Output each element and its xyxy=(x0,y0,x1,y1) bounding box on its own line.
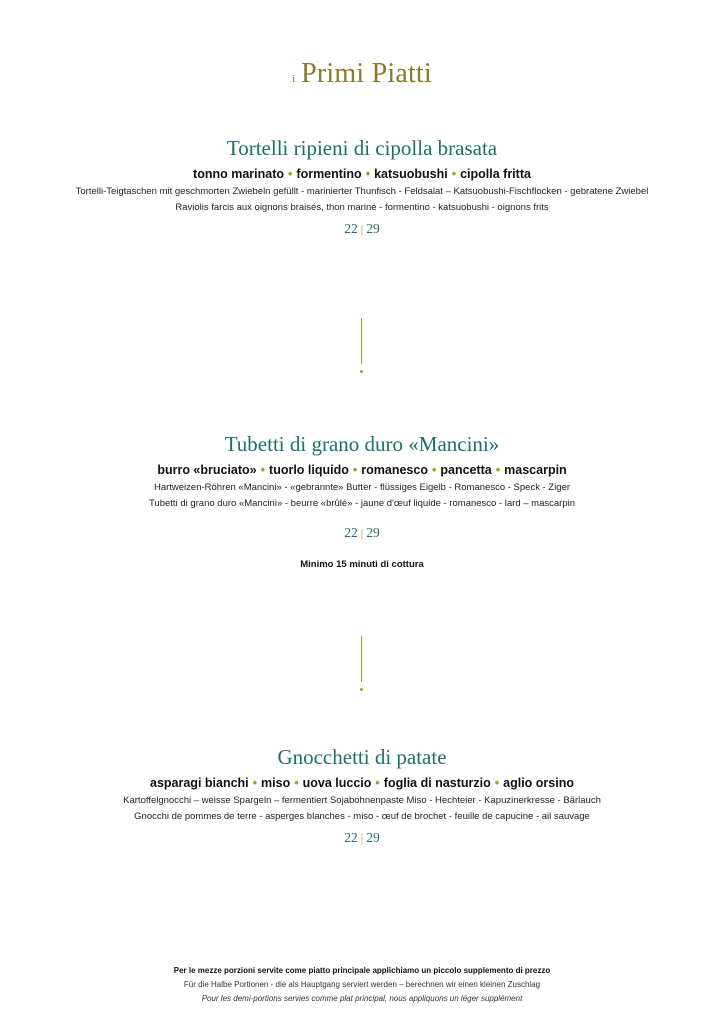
ingredient: aglio orsino xyxy=(503,776,574,790)
ingredient: tonno marinato xyxy=(193,167,285,181)
dish-description-de: Hartweizen-Röhren «Mancini» - «gebrannte» Butter - flüssiges Eigelb - Romanesco - Speck - Ziger xyxy=(153,482,571,493)
dish-price xyxy=(0,221,724,237)
section-divider xyxy=(361,636,363,691)
dish-description-fr: Tubetti di grano duro «Mancini» - beurre «brûlé» - jaune d'œuf liquide - romanesco - lard – mascarpin xyxy=(148,498,575,509)
bullet-dot-icon: • xyxy=(365,167,371,181)
header-mark: i xyxy=(292,73,296,85)
bullet-dot-icon: • xyxy=(352,463,358,477)
dish-description-fr: Raviolis farcis aux oignons braisés, thon mariné - formentino - katsuobushi - oignons frits xyxy=(175,202,549,213)
bullet-dot-icon: • xyxy=(252,776,258,790)
divider-dot-icon xyxy=(360,370,363,373)
dish-2 xyxy=(0,432,724,570)
section-header xyxy=(0,58,724,90)
ingredient: formentino xyxy=(296,167,362,181)
price-half: 22 xyxy=(344,830,358,845)
ingredient: pancetta xyxy=(440,463,492,477)
ingredient: miso xyxy=(261,776,291,790)
price-separator: | xyxy=(360,222,364,236)
bullet-dot-icon: • xyxy=(288,167,293,181)
dish-price xyxy=(0,525,724,541)
bullet-dot-icon: • xyxy=(495,463,501,477)
footer-note-de: Für die Halbe Portionen - die als Hauptgang serviert werden – berechnen wir einen kleinen Zuschlag xyxy=(183,980,541,989)
bullet-dot-icon: • xyxy=(451,167,457,181)
cooking-time-note: Minimo 15 minuti di cottura xyxy=(300,559,424,570)
price-half: 22 xyxy=(344,221,358,236)
ingredient: uova luccio xyxy=(302,776,372,790)
dish-title: Gnocchetti di patate xyxy=(277,745,447,769)
divider-line xyxy=(361,318,362,364)
dish-description-fr: Gnocchi de pommes de terre - asperges blanches - miso - œuf de brochet - feuille de capucine - ail sauvage xyxy=(134,811,590,822)
page-title: Primi Piatti xyxy=(301,58,432,89)
price-separator: | xyxy=(360,526,364,540)
ingredient: foglia di nasturzio xyxy=(383,776,491,790)
dish-description-de: Tortelli-Teigtaschen mit geschmorten Zwiebeln gefüllt - marinierter Thunfisch - Feldsalat – Katsuobushi-Fischflocken - gebratene Zwiebel xyxy=(75,186,649,197)
divider-line xyxy=(361,636,362,682)
price-full: 29 xyxy=(366,525,380,540)
footer-notes xyxy=(0,964,724,1006)
dish-description-de: Kartoffelgnocchi – weisse Spargeln – fermentiert Sojabohnenpaste Miso - Hechteier - Kapuzinerkresse - Bärlauch xyxy=(123,795,601,806)
footer-note-fr: Pour les demi-portions servies comme plat principal, nous appliquons un léger supplément xyxy=(201,994,523,1003)
section-divider xyxy=(361,318,363,373)
price-half: 22 xyxy=(344,525,358,540)
ingredient: tuorlo liquido xyxy=(269,463,349,477)
footer-note-it: Per le mezze porzioni servite come piatto principale applichiamo un piccolo supplemento di prezzo xyxy=(173,966,551,975)
bullet-dot-icon: • xyxy=(294,776,299,790)
price-separator: | xyxy=(360,831,364,845)
bullet-dot-icon: • xyxy=(431,463,437,477)
ingredient: asparagi bianchi xyxy=(150,776,249,790)
bullet-dot-icon: • xyxy=(260,463,266,477)
bullet-dot-icon: • xyxy=(494,776,500,790)
dish-ingredients xyxy=(0,167,724,181)
dish-ingredients xyxy=(0,776,724,790)
dish-ingredients xyxy=(0,463,724,477)
price-full: 29 xyxy=(366,830,380,845)
ingredient: mascarpin xyxy=(504,463,567,477)
ingredient: romanesco xyxy=(361,463,428,477)
dish-1 xyxy=(0,136,724,237)
dish-title: Tortelli ripieni di cipolla brasata xyxy=(226,136,498,160)
dish-3 xyxy=(0,745,724,846)
ingredient: katsuobushi xyxy=(374,167,448,181)
ingredient: burro «bruciato» xyxy=(157,463,257,477)
dish-title: Tubetti di grano duro «Mancini» xyxy=(224,432,500,456)
dish-price xyxy=(0,830,724,846)
divider-dot-icon xyxy=(360,688,363,691)
ingredient: cipolla fritta xyxy=(460,167,531,181)
price-full: 29 xyxy=(366,221,380,236)
bullet-dot-icon: • xyxy=(375,776,380,790)
